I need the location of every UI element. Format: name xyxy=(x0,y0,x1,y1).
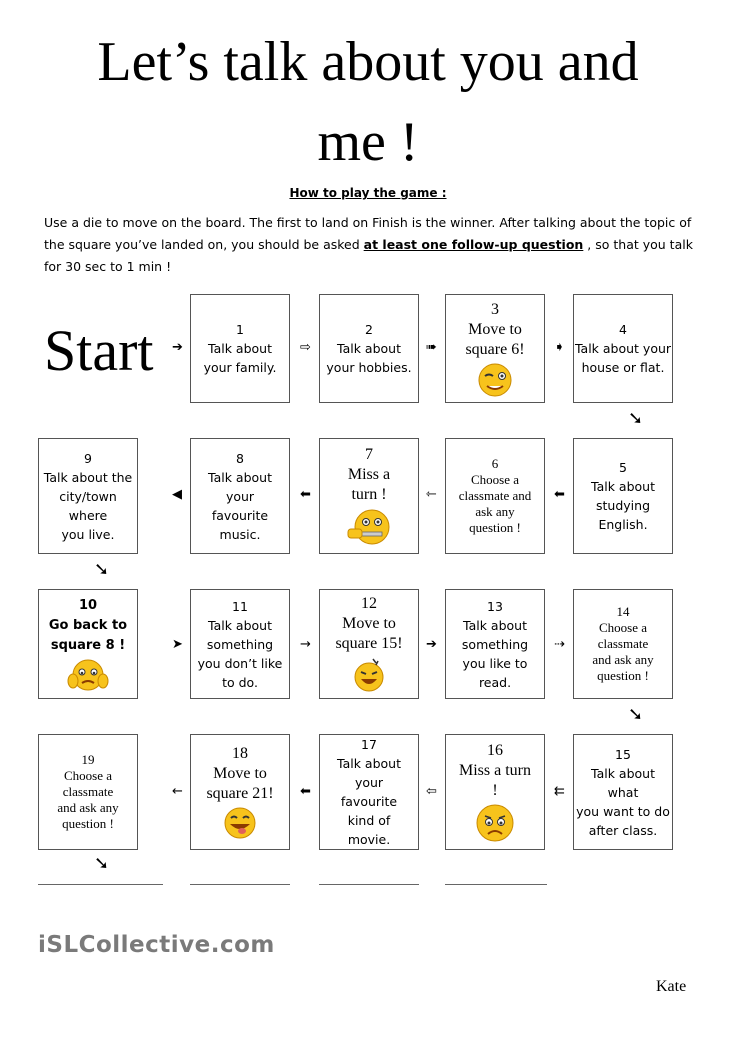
square-text: question ! xyxy=(469,520,521,535)
square-text: Miss a xyxy=(347,466,391,483)
square-text: favourite xyxy=(340,794,398,809)
author-name: Kate xyxy=(656,978,687,995)
square-text: Talk about the xyxy=(43,469,133,485)
square-text: house or flat. xyxy=(581,360,665,375)
square-18 xyxy=(190,734,290,850)
square-text: square 15! xyxy=(335,635,403,652)
square-text: you live. xyxy=(61,526,115,542)
square-number: 7 xyxy=(365,446,373,463)
arrow-down-icon: ➘ xyxy=(94,853,110,874)
laughing-emoji-icon xyxy=(349,656,389,694)
tongue-out-emoji-icon xyxy=(220,806,260,840)
square-number: 12 xyxy=(361,595,377,612)
square-text: to do. xyxy=(222,674,258,690)
square-number: 15 xyxy=(615,746,631,762)
square-text: Talk about xyxy=(208,469,272,485)
square-text: Move to xyxy=(468,320,522,338)
square-number: 19 xyxy=(81,752,95,767)
arrow-right-icon: ⇢ xyxy=(554,637,565,652)
square-text: city/town where xyxy=(59,488,117,523)
square-text: your xyxy=(225,488,255,504)
arrow-down-icon: ➘ xyxy=(628,408,644,429)
arrow-left-icon: ⬅ xyxy=(300,784,311,799)
square-number: 13 xyxy=(487,598,503,614)
square-text: square 21! xyxy=(206,785,274,802)
arrow-right-icon: ⇨ xyxy=(300,340,311,355)
square-text: ask any xyxy=(475,504,515,519)
arrow-left-icon: ⇽ xyxy=(426,487,437,502)
square-number: 1 xyxy=(236,322,244,337)
square-14 xyxy=(573,589,673,699)
square-6 xyxy=(445,438,545,554)
square-text: your xyxy=(354,775,384,790)
square-text: you don’t like xyxy=(197,655,283,671)
square-12 xyxy=(319,589,419,699)
square-number: 9 xyxy=(84,450,92,466)
arrow-right-icon: ➤ xyxy=(172,637,183,652)
arrow-right-icon: ➔ xyxy=(426,637,437,652)
square-text: Choose a classmate xyxy=(62,768,114,799)
blank-line xyxy=(319,884,419,885)
instructions-text: Use a die to move on the board. The first to land on Finish is the winner. After talking about the topic of the square you’ve landed on, you should be asked xyxy=(44,215,692,252)
square-text: after class. xyxy=(588,822,658,838)
square-text: Talk about xyxy=(208,341,272,356)
blank-line xyxy=(445,884,547,885)
square-text: Go back to xyxy=(48,618,128,633)
zipped-mouth-emoji-icon xyxy=(342,507,396,547)
square-number: 14 xyxy=(616,604,630,619)
arrow-left-icon: ← xyxy=(172,784,183,799)
square-text: Talk about your xyxy=(574,341,672,356)
square-16 xyxy=(445,734,545,850)
square-number: 8 xyxy=(236,450,244,466)
square-text: your hobbies. xyxy=(326,360,412,375)
square-19 xyxy=(38,734,138,850)
square-text: Miss a turn xyxy=(459,762,531,779)
square-text: and ask any xyxy=(592,652,654,667)
arrow-left-icon: ⇦ xyxy=(426,784,437,799)
worried-emoji-icon xyxy=(67,658,109,692)
square-text: classmate and xyxy=(458,488,532,503)
square-11 xyxy=(190,589,290,699)
arrow-down-icon: ➘ xyxy=(94,559,110,580)
square-5 xyxy=(573,438,673,554)
square-number: 11 xyxy=(232,598,248,614)
arrow-down-icon: ➘ xyxy=(628,704,644,725)
square-text: your family. xyxy=(203,360,277,375)
square-text: Move to xyxy=(213,765,267,782)
square-text: square 6! xyxy=(465,340,525,358)
arrow-right-icon: → xyxy=(300,637,311,652)
square-1 xyxy=(190,294,290,403)
square-number: 4 xyxy=(619,322,627,337)
square-15 xyxy=(573,734,673,850)
square-number: 3 xyxy=(491,300,499,318)
square-text: question ! xyxy=(62,816,114,831)
square-text: Talk about xyxy=(591,479,655,494)
square-text: Choose a classmate xyxy=(597,620,649,651)
square-number: 5 xyxy=(619,460,627,475)
title-line-1: Let’s talk about you and xyxy=(97,31,639,93)
winking-emoji-icon xyxy=(474,362,516,398)
square-text: music. xyxy=(219,526,261,542)
square-text: Talk about xyxy=(463,617,527,633)
start-label: Start xyxy=(44,318,154,383)
square-number: 16 xyxy=(487,742,503,759)
blank-line xyxy=(38,884,163,885)
square-text: Move to xyxy=(342,615,396,632)
arrow-right-icon: ➠ xyxy=(426,340,437,355)
square-7 xyxy=(319,438,419,554)
square-number: 6 xyxy=(491,456,499,471)
square-9 xyxy=(38,438,138,554)
square-2 xyxy=(319,294,419,403)
square-text: favourite xyxy=(211,507,269,523)
square-4 xyxy=(573,294,673,403)
square-text: kind of xyxy=(347,813,391,828)
arrow-left-icon: ⇇ xyxy=(554,784,565,799)
square-text: Choose a xyxy=(470,472,520,487)
how-to-play-heading: How to play the game : xyxy=(289,186,447,200)
square-text: read. xyxy=(478,674,512,690)
arrow-left-icon: ⬅ xyxy=(300,487,311,502)
square-13 xyxy=(445,589,545,699)
square-text: studying English. xyxy=(596,498,650,532)
square-text: you want to do xyxy=(576,803,670,819)
watermark-logo: iSLCollective.com xyxy=(38,932,275,958)
square-number: 17 xyxy=(361,737,377,752)
square-text: ! xyxy=(492,782,498,799)
instructions-end: , so that you talk for 30 sec to 1 min ! xyxy=(44,237,693,274)
arrow-left-icon: ◀ xyxy=(172,487,182,502)
square-17 xyxy=(319,734,419,850)
square-text: Talk about xyxy=(208,617,272,633)
square-text: and ask any xyxy=(57,800,119,815)
instructions-emphasis: at least one follow-up question xyxy=(363,237,584,252)
square-number: 2 xyxy=(365,322,373,337)
square-text: square 8 ! xyxy=(50,638,126,653)
square-text: turn ! xyxy=(351,486,387,503)
square-10 xyxy=(38,589,138,699)
square-text: Talk about xyxy=(337,756,401,771)
square-text: you like to xyxy=(462,655,528,671)
arrow-right-icon: ➧ xyxy=(554,340,565,355)
instructions xyxy=(44,212,699,278)
arrow-right-icon: ➔ xyxy=(172,340,183,355)
square-text: Talk about what xyxy=(591,765,655,800)
square-text: question ! xyxy=(597,668,649,683)
square-text: Talk about xyxy=(337,341,401,356)
square-number: 18 xyxy=(232,745,248,762)
square-8 xyxy=(190,438,290,554)
sad-emoji-icon xyxy=(473,803,517,843)
title-line-2: me ! xyxy=(317,111,419,173)
square-text: something xyxy=(206,636,274,652)
square-text: movie. xyxy=(347,832,391,847)
blank-line xyxy=(190,884,290,885)
square-text: something xyxy=(461,636,529,652)
square-3 xyxy=(445,294,545,403)
square-number: 10 xyxy=(78,598,98,613)
arrow-left-icon: ⬅ xyxy=(554,487,565,502)
